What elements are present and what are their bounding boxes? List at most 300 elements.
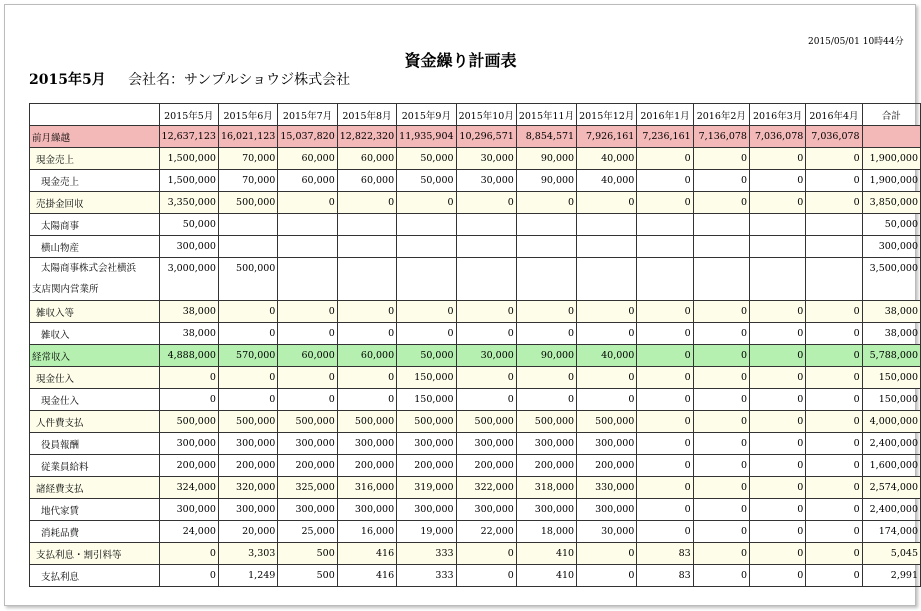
amount-cell: 0 xyxy=(337,192,396,214)
amount-cell: 40,000 xyxy=(577,148,637,170)
amount-cell: 0 xyxy=(693,345,749,367)
row-label: 太陽商事 xyxy=(30,214,160,236)
company-name: 会社名：サンプルショウジ株式会社 xyxy=(128,72,351,88)
amount-cell: 90,000 xyxy=(516,148,576,170)
amount-cell: 0 xyxy=(749,499,805,521)
amount-cell: 0 xyxy=(806,433,862,455)
amount-cell: 0 xyxy=(749,389,805,411)
amount-cell: 50,000 xyxy=(397,148,456,170)
amount-cell: 300,000 xyxy=(397,433,456,455)
amount-cell: 416 xyxy=(337,543,396,565)
amount-cell: 0 xyxy=(456,301,516,323)
amount-cell: 410 xyxy=(516,565,576,587)
amount-cell: 300,000 xyxy=(218,433,277,455)
amount-cell: 0 xyxy=(218,367,277,389)
amount-cell: 0 xyxy=(577,323,637,345)
amount-cell: 500,000 xyxy=(218,192,277,214)
table-row xyxy=(30,258,921,301)
amount-cell xyxy=(337,258,396,301)
amount-cell: 410 xyxy=(516,543,576,565)
total-cell: 3,500,000 xyxy=(862,258,920,301)
amount-cell: 10,296,571 xyxy=(456,126,516,148)
amount-cell: 7,036,078 xyxy=(806,126,862,148)
amount-cell xyxy=(218,214,277,236)
header-cell-month: 2016年2月 xyxy=(693,104,749,126)
total-cell: 5,788,000 xyxy=(862,345,920,367)
table-row xyxy=(30,192,921,214)
amount-cell xyxy=(693,258,749,301)
amount-cell: 300,000 xyxy=(516,433,576,455)
amount-cell: 1,500,000 xyxy=(159,148,218,170)
amount-cell: 0 xyxy=(278,301,337,323)
amount-cell: 40,000 xyxy=(577,345,637,367)
amount-cell: 0 xyxy=(806,389,862,411)
total-cell: 5,045 xyxy=(862,543,920,565)
row-label: 経常収入 xyxy=(30,345,160,367)
amount-cell: 60,000 xyxy=(337,345,396,367)
row-label: 横山物産 xyxy=(30,236,160,258)
amount-cell: 0 xyxy=(749,170,805,192)
amount-cell: 20,000 xyxy=(218,521,277,543)
amount-cell: 0 xyxy=(693,192,749,214)
amount-cell: 0 xyxy=(749,148,805,170)
table-row xyxy=(30,345,921,367)
amount-cell xyxy=(693,214,749,236)
row-label: 雑収入 xyxy=(30,323,160,345)
amount-cell: 324,000 xyxy=(159,477,218,499)
total-cell: 4,000,000 xyxy=(862,411,920,433)
amount-cell xyxy=(218,236,277,258)
amount-cell xyxy=(637,258,693,301)
table-row xyxy=(30,543,921,565)
amount-cell: 0 xyxy=(749,323,805,345)
amount-cell: 60,000 xyxy=(337,170,396,192)
amount-cell: 0 xyxy=(637,433,693,455)
amount-cell: 30,000 xyxy=(456,148,516,170)
table-row xyxy=(30,389,921,411)
amount-cell xyxy=(693,236,749,258)
amount-cell: 0 xyxy=(337,367,396,389)
amount-cell: 0 xyxy=(749,455,805,477)
amount-cell: 0 xyxy=(397,192,456,214)
amount-cell: 0 xyxy=(693,565,749,587)
amount-cell: 0 xyxy=(159,389,218,411)
cash-flow-table xyxy=(29,103,921,587)
row-label: 諸経費支払 xyxy=(30,477,160,499)
row-label-line1: 太陽商事株式会社横浜 xyxy=(41,263,137,274)
amount-cell: 24,000 xyxy=(159,521,218,543)
amount-cell: 200,000 xyxy=(397,455,456,477)
amount-cell: 0 xyxy=(278,389,337,411)
amount-cell: 150,000 xyxy=(397,367,456,389)
amount-cell: 0 xyxy=(749,543,805,565)
total-cell: 1,600,000 xyxy=(862,455,920,477)
amount-cell: 50,000 xyxy=(397,345,456,367)
amount-cell: 0 xyxy=(218,323,277,345)
amount-cell: 316,000 xyxy=(337,477,396,499)
amount-cell xyxy=(806,214,862,236)
amount-cell: 300,000 xyxy=(456,433,516,455)
header-cell-month: 2015年12月 xyxy=(577,104,637,126)
amount-cell: 300,000 xyxy=(278,499,337,521)
amount-cell xyxy=(577,258,637,301)
total-cell: 174,000 xyxy=(862,521,920,543)
total-cell: 38,000 xyxy=(862,301,920,323)
amount-cell: 0 xyxy=(693,521,749,543)
row-label: 現金売上 xyxy=(30,170,160,192)
amount-cell: 0 xyxy=(749,433,805,455)
amount-cell xyxy=(577,214,637,236)
amount-cell: 15,037,820 xyxy=(278,126,337,148)
amount-cell: 0 xyxy=(337,389,396,411)
amount-cell xyxy=(516,236,576,258)
row-label: 現金仕入 xyxy=(30,367,160,389)
amount-cell: 0 xyxy=(516,301,576,323)
amount-cell: 30,000 xyxy=(456,345,516,367)
amount-cell: 0 xyxy=(693,455,749,477)
print-timestamp: 2015/05/01 10時44分 xyxy=(808,37,904,47)
amount-cell: 500,000 xyxy=(397,411,456,433)
header-cell-month: 2016年3月 xyxy=(749,104,805,126)
amount-cell: 0 xyxy=(516,192,576,214)
amount-cell: 300,000 xyxy=(337,433,396,455)
amount-cell: 0 xyxy=(456,565,516,587)
amount-cell: 500,000 xyxy=(516,411,576,433)
row-label: 支払利息・割引料等 xyxy=(30,543,160,565)
amount-cell: 0 xyxy=(456,192,516,214)
amount-cell: 0 xyxy=(577,565,637,587)
amount-cell: 22,000 xyxy=(456,521,516,543)
amount-cell: 90,000 xyxy=(516,170,576,192)
amount-cell: 0 xyxy=(749,411,805,433)
amount-cell xyxy=(749,214,805,236)
amount-cell: 0 xyxy=(806,565,862,587)
amount-cell: 500,000 xyxy=(218,411,277,433)
amount-cell: 333 xyxy=(397,565,456,587)
amount-cell: 0 xyxy=(693,367,749,389)
amount-cell: 0 xyxy=(693,433,749,455)
amount-cell: 500 xyxy=(278,565,337,587)
amount-cell: 3,350,000 xyxy=(159,192,218,214)
amount-cell: 0 xyxy=(337,323,396,345)
amount-cell: 60,000 xyxy=(278,345,337,367)
header-cell-label xyxy=(30,104,160,126)
amount-cell: 0 xyxy=(806,521,862,543)
amount-cell: 0 xyxy=(278,192,337,214)
amount-cell: 0 xyxy=(337,301,396,323)
row-label: 支払利息 xyxy=(30,565,160,587)
amount-cell: 0 xyxy=(749,301,805,323)
amount-cell: 30,000 xyxy=(456,170,516,192)
table-row xyxy=(30,499,921,521)
amount-cell: 0 xyxy=(637,521,693,543)
amount-cell: 150,000 xyxy=(397,389,456,411)
amount-cell: 0 xyxy=(806,411,862,433)
amount-cell: 319,000 xyxy=(397,477,456,499)
amount-cell: 18,000 xyxy=(516,521,576,543)
header-cell-month: 2015年10月 xyxy=(456,104,516,126)
amount-cell: 0 xyxy=(456,389,516,411)
amount-cell: 0 xyxy=(516,389,576,411)
row-label: 役員報酬 xyxy=(30,433,160,455)
table-row xyxy=(30,214,921,236)
amount-cell: 0 xyxy=(749,565,805,587)
amount-cell: 300,000 xyxy=(278,433,337,455)
amount-cell: 0 xyxy=(159,565,218,587)
amount-cell: 38,000 xyxy=(159,301,218,323)
amount-cell: 0 xyxy=(806,301,862,323)
header-cell-month: 2016年1月 xyxy=(637,104,693,126)
amount-cell: 0 xyxy=(693,499,749,521)
amount-cell: 500 xyxy=(278,543,337,565)
table-row xyxy=(30,411,921,433)
amount-cell xyxy=(749,236,805,258)
amount-cell: 0 xyxy=(749,345,805,367)
amount-cell: 0 xyxy=(516,323,576,345)
amount-cell xyxy=(577,236,637,258)
amount-cell: 60,000 xyxy=(337,148,396,170)
amount-cell: 11,935,904 xyxy=(397,126,456,148)
total-cell: 2,574,000 xyxy=(862,477,920,499)
table-row xyxy=(30,323,921,345)
amount-cell: 318,000 xyxy=(516,477,576,499)
amount-cell: 16,000 xyxy=(337,521,396,543)
amount-cell: 0 xyxy=(159,367,218,389)
header-cell-month: 2015年5月 xyxy=(159,104,218,126)
amount-cell xyxy=(337,214,396,236)
amount-cell: 60,000 xyxy=(278,170,337,192)
amount-cell: 50,000 xyxy=(397,170,456,192)
amount-cell: 7,036,078 xyxy=(749,126,805,148)
amount-cell: 0 xyxy=(218,389,277,411)
page-title: 資金繰り計画表 xyxy=(404,51,517,70)
report-period: 2015年5月 xyxy=(29,72,106,88)
amount-cell: 0 xyxy=(577,367,637,389)
amount-cell: 200,000 xyxy=(278,455,337,477)
total-cell: 2,400,000 xyxy=(862,433,920,455)
header-cell-month: 2015年11月 xyxy=(516,104,576,126)
amount-cell: 0 xyxy=(159,543,218,565)
total-cell: 1,900,000 xyxy=(862,170,920,192)
amount-cell: 0 xyxy=(637,389,693,411)
row-label: 地代家賃 xyxy=(30,499,160,521)
total-cell: 2,991 xyxy=(862,565,920,587)
row-label: 人件費支払 xyxy=(30,411,160,433)
amount-cell: 0 xyxy=(749,477,805,499)
amount-cell: 0 xyxy=(806,148,862,170)
amount-cell: 0 xyxy=(693,148,749,170)
amount-cell: 200,000 xyxy=(218,455,277,477)
amount-cell: 90,000 xyxy=(516,345,576,367)
header-cell-month: 2015年7月 xyxy=(278,104,337,126)
amount-cell xyxy=(749,258,805,301)
table-row xyxy=(30,367,921,389)
table-row xyxy=(30,148,921,170)
table-row xyxy=(30,170,921,192)
amount-cell: 0 xyxy=(637,148,693,170)
amount-cell: 0 xyxy=(637,455,693,477)
amount-cell: 7,926,161 xyxy=(577,126,637,148)
amount-cell: 0 xyxy=(806,323,862,345)
amount-cell: 300,000 xyxy=(456,499,516,521)
amount-cell: 4,888,000 xyxy=(159,345,218,367)
amount-cell: 200,000 xyxy=(516,455,576,477)
amount-cell: 0 xyxy=(693,477,749,499)
amount-cell: 0 xyxy=(749,367,805,389)
amount-cell: 0 xyxy=(806,345,862,367)
amount-cell: 16,021,123 xyxy=(218,126,277,148)
amount-cell: 0 xyxy=(637,301,693,323)
amount-cell: 0 xyxy=(456,367,516,389)
amount-cell xyxy=(637,214,693,236)
table-row xyxy=(30,477,921,499)
amount-cell: 200,000 xyxy=(159,455,218,477)
amount-cell: 300,000 xyxy=(397,499,456,521)
amount-cell: 0 xyxy=(749,192,805,214)
amount-cell: 70,000 xyxy=(218,148,277,170)
amount-cell: 500,000 xyxy=(159,411,218,433)
amount-cell: 330,000 xyxy=(577,477,637,499)
amount-cell: 0 xyxy=(397,323,456,345)
table-body xyxy=(30,126,921,587)
amount-cell: 12,637,123 xyxy=(159,126,218,148)
amount-cell xyxy=(456,236,516,258)
amount-cell xyxy=(637,236,693,258)
header-cell-month: 合計 xyxy=(862,104,920,126)
amount-cell xyxy=(516,258,576,301)
row-label: 現金売上 xyxy=(30,148,160,170)
total-cell: 3,850,000 xyxy=(862,192,920,214)
amount-cell: 25,000 xyxy=(278,521,337,543)
total-cell: 300,000 xyxy=(862,236,920,258)
table-header-row xyxy=(30,104,921,126)
amount-cell: 0 xyxy=(456,323,516,345)
amount-cell: 0 xyxy=(278,367,337,389)
amount-cell: 0 xyxy=(749,521,805,543)
total-cell: 50,000 xyxy=(862,214,920,236)
amount-cell: 0 xyxy=(456,543,516,565)
amount-cell xyxy=(456,258,516,301)
row-label: 雑収入等 xyxy=(30,301,160,323)
amount-cell: 0 xyxy=(637,192,693,214)
amount-cell: 0 xyxy=(637,170,693,192)
table-row xyxy=(30,236,921,258)
amount-cell: 300,000 xyxy=(577,433,637,455)
amount-cell: 570,000 xyxy=(218,345,277,367)
row-label: 従業員給料 xyxy=(30,455,160,477)
amount-cell: 500,000 xyxy=(278,411,337,433)
amount-cell: 0 xyxy=(577,389,637,411)
amount-cell: 30,000 xyxy=(577,521,637,543)
amount-cell: 200,000 xyxy=(577,455,637,477)
amount-cell: 0 xyxy=(577,192,637,214)
amount-cell: 60,000 xyxy=(278,148,337,170)
amount-cell: 83 xyxy=(637,543,693,565)
amount-cell xyxy=(278,258,337,301)
amount-cell: 19,000 xyxy=(397,521,456,543)
amount-cell: 0 xyxy=(637,477,693,499)
total-cell: 150,000 xyxy=(862,389,920,411)
amount-cell: 0 xyxy=(637,367,693,389)
amount-cell: 0 xyxy=(577,543,637,565)
header-cell-month: 2015年8月 xyxy=(337,104,396,126)
amount-cell xyxy=(397,258,456,301)
amount-cell: 416 xyxy=(337,565,396,587)
amount-cell: 40,000 xyxy=(577,170,637,192)
amount-cell: 0 xyxy=(278,323,337,345)
amount-cell: 0 xyxy=(577,301,637,323)
amount-cell: 320,000 xyxy=(218,477,277,499)
total-cell: 1,900,000 xyxy=(862,148,920,170)
row-label: 売掛金回収 xyxy=(30,192,160,214)
table-row xyxy=(30,455,921,477)
amount-cell: 500,000 xyxy=(218,258,277,301)
amount-cell: 0 xyxy=(218,301,277,323)
amount-cell: 200,000 xyxy=(337,455,396,477)
amount-cell: 300,000 xyxy=(577,499,637,521)
amount-cell: 7,236,161 xyxy=(637,126,693,148)
amount-cell: 0 xyxy=(637,411,693,433)
amount-cell: 3,000,000 xyxy=(159,258,218,301)
header-cell-month: 2015年9月 xyxy=(397,104,456,126)
header-cell-month: 2015年6月 xyxy=(218,104,277,126)
amount-cell: 1,500,000 xyxy=(159,170,218,192)
amount-cell: 300,000 xyxy=(159,499,218,521)
amount-cell: 0 xyxy=(806,455,862,477)
amount-cell: 325,000 xyxy=(278,477,337,499)
amount-cell: 0 xyxy=(637,499,693,521)
amount-cell: 0 xyxy=(693,323,749,345)
amount-cell: 200,000 xyxy=(456,455,516,477)
amount-cell: 7,136,078 xyxy=(693,126,749,148)
amount-cell xyxy=(806,258,862,301)
amount-cell xyxy=(337,236,396,258)
total-cell xyxy=(862,126,920,148)
amount-cell: 0 xyxy=(693,411,749,433)
amount-cell: 0 xyxy=(806,170,862,192)
amount-cell xyxy=(278,214,337,236)
amount-cell: 500,000 xyxy=(577,411,637,433)
total-cell: 38,000 xyxy=(862,323,920,345)
amount-cell: 0 xyxy=(806,477,862,499)
amount-cell: 0 xyxy=(693,170,749,192)
amount-cell: 0 xyxy=(806,192,862,214)
amount-cell: 322,000 xyxy=(456,477,516,499)
amount-cell: 0 xyxy=(693,389,749,411)
amount-cell: 500,000 xyxy=(456,411,516,433)
amount-cell xyxy=(806,236,862,258)
amount-cell xyxy=(516,214,576,236)
amount-cell xyxy=(397,236,456,258)
amount-cell: 300,000 xyxy=(218,499,277,521)
header-cell-month: 2016年4月 xyxy=(806,104,862,126)
total-cell: 150,000 xyxy=(862,367,920,389)
amount-cell: 333 xyxy=(397,543,456,565)
amount-cell: 0 xyxy=(806,367,862,389)
amount-cell: 300,000 xyxy=(159,433,218,455)
amount-cell: 0 xyxy=(637,345,693,367)
amount-cell: 500,000 xyxy=(337,411,396,433)
amount-cell: 300,000 xyxy=(516,499,576,521)
amount-cell: 50,000 xyxy=(159,214,218,236)
table-row xyxy=(30,565,921,587)
row-label: 消耗品費 xyxy=(30,521,160,543)
amount-cell: 0 xyxy=(693,543,749,565)
table-row xyxy=(30,433,921,455)
amount-cell: 3,303 xyxy=(218,543,277,565)
row-label-line2: 支店関内営業所 xyxy=(32,284,99,295)
amount-cell: 0 xyxy=(397,301,456,323)
